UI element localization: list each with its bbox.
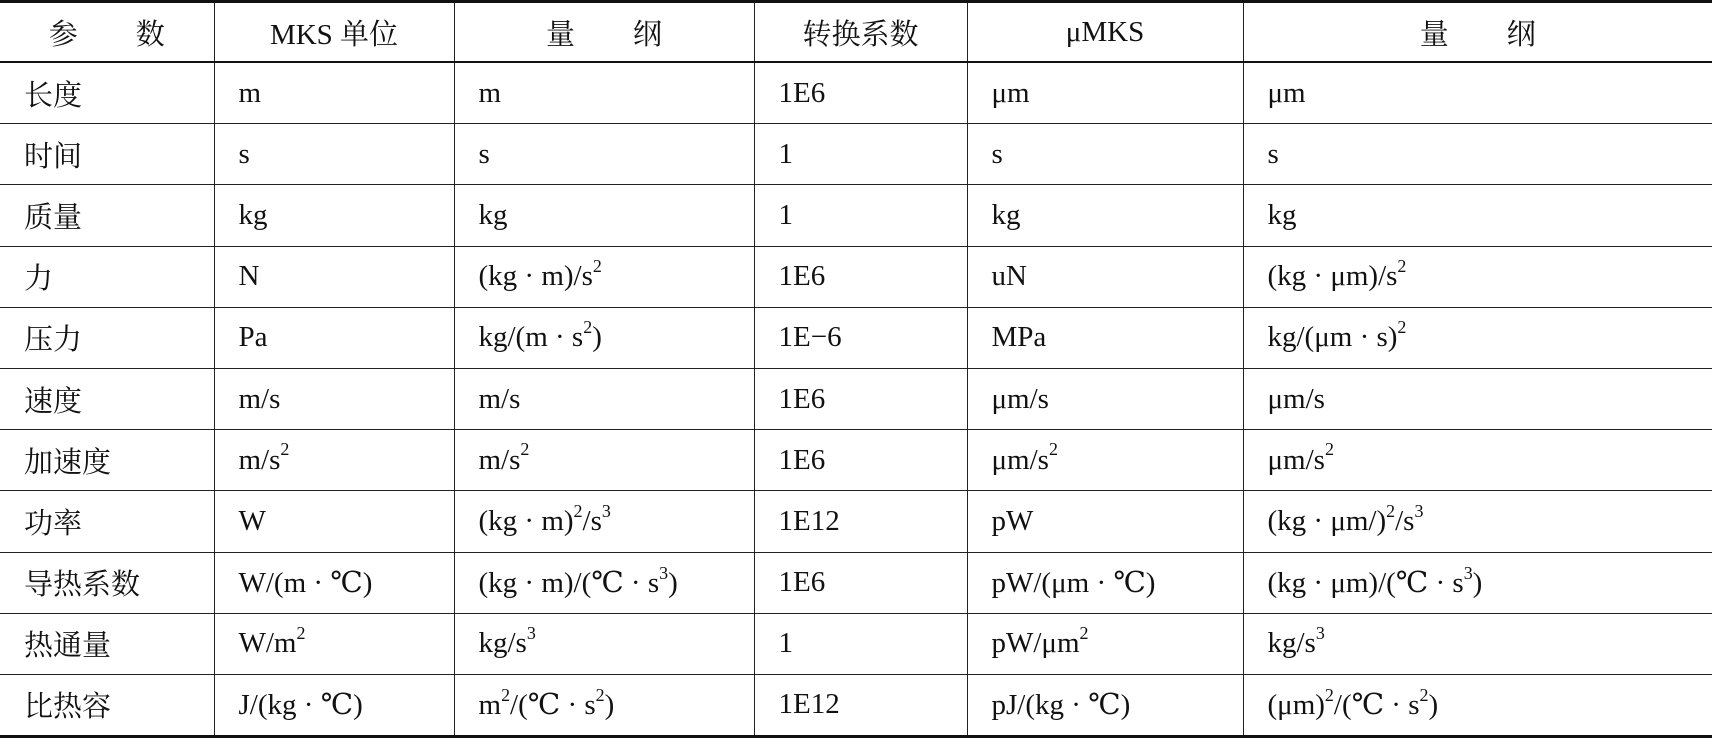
table-row (0, 307, 1712, 368)
cell-text: 时间 (24, 140, 83, 173)
table-row (0, 491, 1712, 552)
cell-mks-unit (214, 430, 454, 491)
cell-text: kg/(μm · s) (1267, 321, 1398, 354)
cell-text: W/m (238, 627, 297, 660)
cell-mks-unit (214, 674, 454, 736)
cell-dimension-mks (454, 613, 754, 674)
cell-text: 1E6 (778, 443, 826, 476)
cell-text: /s (582, 504, 602, 537)
cell-text: kg (991, 198, 1021, 231)
cell-text: 压力 (24, 324, 83, 357)
table-row (0, 185, 1712, 246)
cell-conversion-factor (754, 430, 967, 491)
table-row (0, 613, 1712, 674)
cell-parameter (0, 185, 214, 246)
superscript: 2 (592, 255, 602, 276)
cell-text: kg (478, 198, 508, 231)
cell-dimension-umks (1243, 124, 1712, 185)
superscript: 2 (1397, 255, 1407, 276)
header-conversion-factor: 转换系数 (754, 2, 967, 63)
cell-text: N (238, 260, 260, 293)
cell-text: 比热容 (24, 691, 112, 724)
cell-text: μm/s (1267, 382, 1325, 415)
cell-dimension-umks (1243, 185, 1712, 246)
cell-umks-unit (967, 613, 1243, 674)
cell-dimension-umks (1243, 613, 1712, 674)
cell-text: /s (1395, 504, 1415, 537)
superscript: 2 (1324, 685, 1334, 706)
cell-text: μm (1267, 76, 1306, 109)
cell-text: 1E12 (778, 504, 840, 537)
cell-text: pW/μm (991, 627, 1080, 660)
superscript: 2 (1079, 622, 1089, 643)
cell-mks-unit (214, 124, 454, 185)
cell-text: (kg · m)/s (478, 260, 593, 293)
cell-conversion-factor (754, 307, 967, 368)
cell-umks-unit (967, 430, 1243, 491)
header-umks-unit: μMKS (967, 2, 1243, 63)
cell-dimension-umks (1243, 552, 1712, 613)
superscript: 3 (526, 622, 536, 643)
cell-text: 热通量 (24, 630, 112, 663)
cell-umks-unit (967, 491, 1243, 552)
cell-mks-unit (214, 552, 454, 613)
cell-umks-unit (967, 674, 1243, 736)
cell-text: Pa (238, 321, 268, 354)
cell-text: kg (238, 198, 268, 231)
cell-text: 速度 (24, 385, 83, 418)
cell-dimension-umks (1243, 430, 1712, 491)
cell-text: ) (1472, 567, 1483, 600)
table-row (0, 430, 1712, 491)
cell-conversion-factor (754, 491, 967, 552)
cell-text: kg/s (1267, 627, 1316, 660)
superscript: 2 (501, 685, 511, 706)
cell-conversion-factor (754, 185, 967, 246)
cell-mks-unit (214, 491, 454, 552)
cell-mks-unit (214, 185, 454, 246)
cell-text: (kg · μm/) (1267, 504, 1387, 537)
cell-parameter (0, 62, 214, 124)
cell-text: m (238, 76, 262, 109)
cell-text: kg (1267, 198, 1297, 231)
cell-text: 1E12 (778, 688, 840, 721)
cell-dimension-mks (454, 124, 754, 185)
cell-text: (μm) (1267, 689, 1325, 722)
cell-umks-unit (967, 185, 1243, 246)
cell-dimension-umks (1243, 62, 1712, 124)
cell-text: s (238, 137, 250, 170)
cell-text: (kg · m)/(℃ · s (478, 567, 660, 600)
cell-text: m (478, 689, 502, 722)
cell-parameter (0, 430, 214, 491)
cell-text: s (478, 137, 490, 170)
superscript: 2 (296, 622, 306, 643)
superscript: 3 (601, 500, 611, 521)
cell-text: m/s (238, 382, 281, 415)
cell-conversion-factor (754, 246, 967, 307)
superscript: 2 (1397, 317, 1407, 337)
cell-text: (kg · m) (478, 504, 574, 537)
table-row (0, 246, 1712, 307)
header-dimension-umks: 量 纲 (1243, 2, 1712, 63)
cell-mks-unit (214, 307, 454, 368)
table-row (0, 552, 1712, 613)
cell-text: ) (1428, 689, 1439, 722)
superscript: 2 (595, 685, 605, 706)
cell-text: W/(m · ℃) (238, 567, 373, 600)
table-header-row (0, 2, 1712, 63)
cell-text: m/s (478, 382, 521, 415)
cell-text: μm/s (1267, 443, 1325, 476)
superscript: 2 (1386, 500, 1396, 521)
cell-umks-unit (967, 62, 1243, 124)
cell-dimension-mks (454, 552, 754, 613)
cell-text: 质量 (24, 201, 83, 234)
cell-dimension-umks (1243, 368, 1712, 429)
table-row (0, 124, 1712, 185)
cell-umks-unit (967, 552, 1243, 613)
superscript: 3 (1463, 562, 1473, 583)
cell-text: kg/(m · s (478, 321, 584, 354)
cell-text: 1E−6 (778, 321, 842, 354)
superscript: 3 (659, 562, 669, 583)
cell-mks-unit (214, 613, 454, 674)
cell-text: kg/s (478, 627, 527, 660)
cell-text: μm/s (991, 382, 1049, 415)
cell-text: /(℃ · s (1333, 689, 1420, 722)
superscript: 2 (1324, 439, 1334, 460)
cell-parameter (0, 246, 214, 307)
cell-text: 1 (778, 627, 793, 660)
cell-parameter (0, 307, 214, 368)
cell-text: 加速度 (24, 446, 112, 479)
cell-dimension-mks (454, 246, 754, 307)
cell-text: s (991, 137, 1003, 170)
cell-text: s (1267, 137, 1279, 170)
cell-text: pJ/(kg · ℃) (991, 689, 1131, 722)
cell-text: 1E6 (778, 260, 826, 293)
superscript: 3 (1414, 500, 1424, 521)
cell-conversion-factor (754, 368, 967, 429)
cell-text: 长度 (24, 79, 83, 112)
cell-dimension-mks (454, 62, 754, 124)
cell-conversion-factor (754, 613, 967, 674)
cell-conversion-factor (754, 552, 967, 613)
cell-text: m/s (478, 443, 521, 476)
table-row (0, 62, 1712, 124)
cell-text: μm (991, 76, 1030, 109)
cell-text: pW (991, 504, 1034, 537)
cell-dimension-umks (1243, 674, 1712, 736)
table-body (0, 62, 1712, 737)
header-mks-unit: MKS 单位 (214, 2, 454, 63)
cell-text: μm/s (991, 443, 1049, 476)
cell-dimension-umks (1243, 246, 1712, 307)
cell-conversion-factor (754, 124, 967, 185)
superscript: 2 (573, 500, 583, 521)
cell-parameter (0, 124, 214, 185)
cell-parameter (0, 674, 214, 736)
cell-conversion-factor (754, 674, 967, 736)
cell-text: /(℃ · s (510, 689, 596, 722)
superscript: 2 (280, 439, 290, 460)
cell-dimension-mks (454, 307, 754, 368)
cell-text: W (238, 504, 266, 537)
cell-dimension-umks (1243, 491, 1712, 552)
cell-mks-unit (214, 62, 454, 124)
header-parameter: 参 数 (0, 2, 214, 63)
cell-dimension-mks (454, 491, 754, 552)
cell-umks-unit (967, 124, 1243, 185)
cell-dimension-mks (454, 368, 754, 429)
cell-text: 力 (24, 263, 54, 296)
cell-umks-unit (967, 307, 1243, 368)
superscript: 2 (1048, 439, 1058, 460)
cell-text: J/(kg · ℃) (238, 689, 363, 722)
cell-parameter (0, 368, 214, 429)
cell-dimension-mks (454, 430, 754, 491)
cell-dimension-mks (454, 185, 754, 246)
cell-parameter (0, 613, 214, 674)
cell-text: ) (668, 567, 678, 600)
superscript: 2 (583, 317, 593, 337)
cell-text: (kg · μm)/(℃ · s (1267, 567, 1464, 600)
cell-text: pW/(μm · ℃) (991, 567, 1156, 600)
cell-text: (kg · μm)/s (1267, 260, 1398, 293)
cell-text: 1E6 (778, 566, 826, 599)
cell-umks-unit (967, 368, 1243, 429)
table-row (0, 368, 1712, 429)
cell-text: ) (592, 321, 602, 354)
table-row (0, 674, 1712, 736)
cell-mks-unit (214, 246, 454, 307)
superscript: 2 (520, 439, 530, 460)
cell-text: 1E6 (778, 382, 826, 415)
cell-text: ) (604, 689, 615, 722)
cell-text: 1E6 (778, 76, 826, 109)
cell-text: 导热系数 (24, 569, 141, 602)
cell-text: uN (991, 260, 1027, 293)
cell-text: m/s (238, 443, 281, 476)
header-dimension-mks: 量 纲 (454, 2, 754, 63)
superscript: 3 (1315, 622, 1325, 643)
superscript: 2 (1419, 685, 1429, 706)
cell-dimension-mks (454, 674, 754, 736)
cell-conversion-factor (754, 62, 967, 124)
cell-text: 功率 (24, 507, 83, 540)
cell-text: 1 (778, 198, 793, 231)
cell-umks-unit (967, 246, 1243, 307)
cell-parameter (0, 491, 214, 552)
cell-text: 1 (778, 137, 793, 170)
cell-mks-unit (214, 368, 454, 429)
cell-parameter (0, 552, 214, 613)
cell-text: MPa (991, 321, 1047, 354)
cell-dimension-umks (1243, 307, 1712, 368)
cell-text: m (478, 76, 502, 109)
